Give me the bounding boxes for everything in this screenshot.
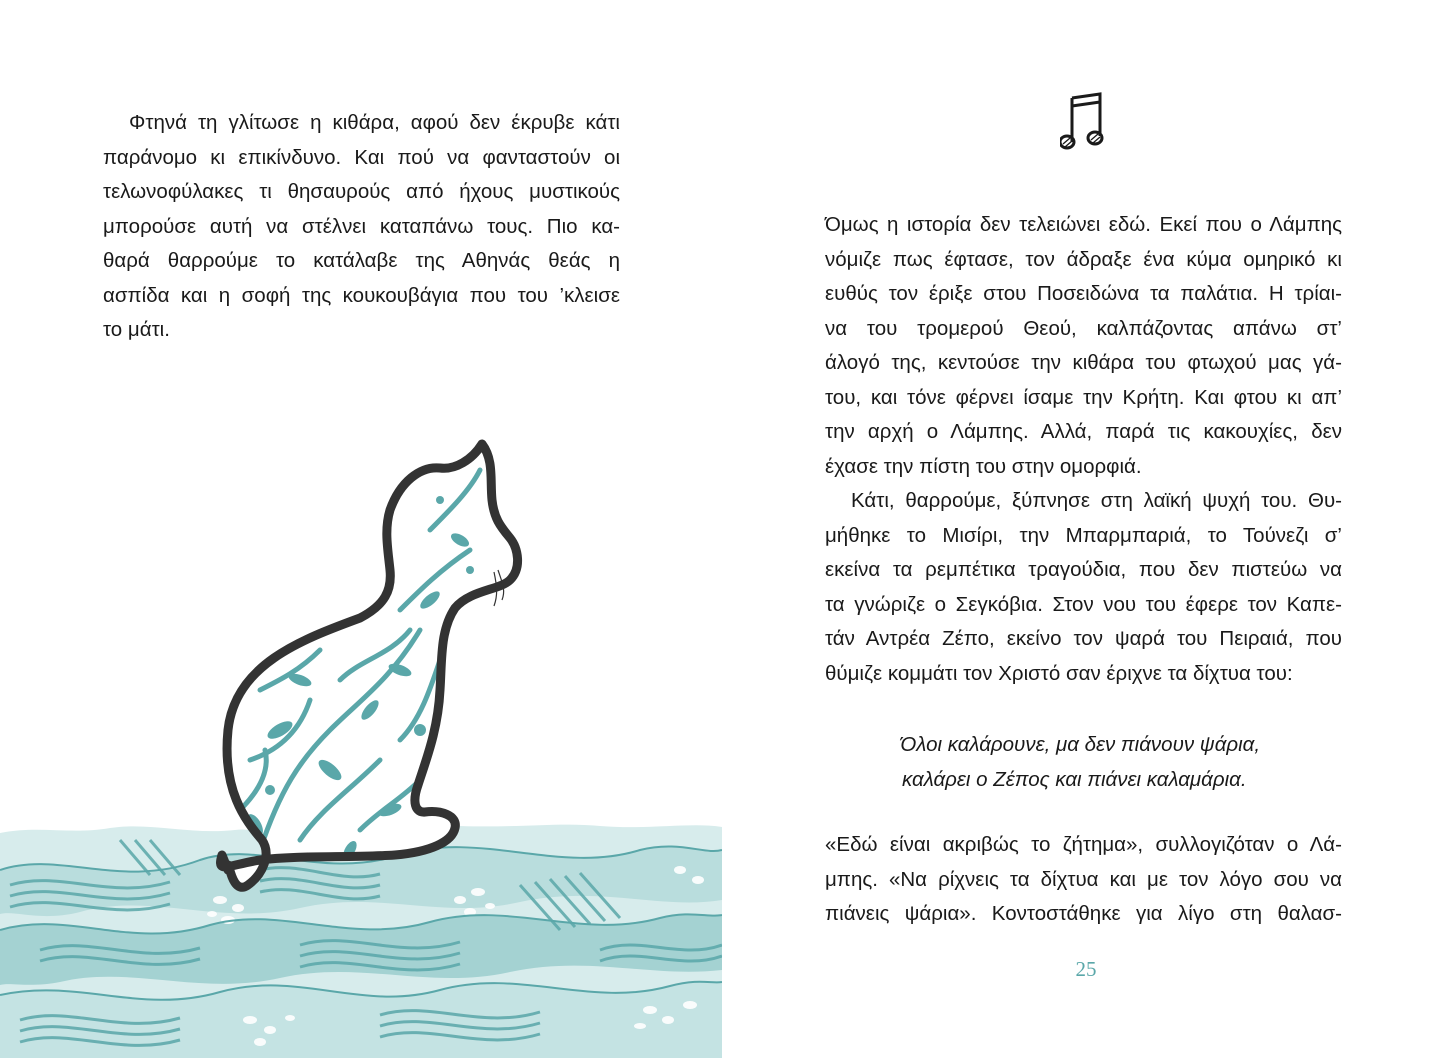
text-line: την αρχή ο Λάμπης. Αλλά, παρά τις κακουχίες, δεν (825, 420, 1342, 443)
text-line: να του τρομερού Θεού, καλπάζοντας απάνω στ’ (825, 316, 1342, 340)
text-line: νόμιζε πως έφτασε, τον άδραξε ένα κύμα ομηρικό κι (825, 247, 1342, 271)
text-line: παράνομο κι επικίνδυνο. Και πού να φανταστούν οι (103, 145, 620, 169)
cat-on-waves-illustration (0, 430, 722, 1058)
text-line: Κάτι, θαρρούμε, ξύπνησε στη λαϊκή ψυχή του. Θυ- (851, 489, 1342, 512)
text-line: άλογό της, κεντούσε την κιθάρα του φτωχού μας γά- (825, 351, 1342, 374)
text-line: έχασε την πίστη του στην ομορφιά. (825, 454, 1142, 478)
text-line: ευθύς τον έριξε στου Ποσειδώνα τα παλάτια. Η τρίαι- (825, 282, 1342, 305)
text-line: Φτηνά τη γλίτωσε η κιθάρα, αφού δεν έκρυβε κάτι (129, 111, 620, 134)
text-line: μπορούσε αυτή να στέλνει καταπάνω τους. Πιο κα- (103, 214, 620, 238)
text-line: Όμως η ιστορία δεν τελειώνει εδώ. Εκεί που ο Λάμπης (825, 213, 1342, 236)
text-line: ασπίδα και η σοφή της κουκουβάγια που του ’κλεισε (103, 283, 620, 307)
music-note-icon (1060, 92, 1108, 152)
page-number: 25 (1075, 957, 1097, 981)
right-paragraph-1 (825, 208, 1342, 691)
text-line: εκείνα τα ρεμπέτικα τραγούδια, που δεν πιστεύω να (825, 558, 1342, 581)
verse-line: καλάρει ο Ζέπος και πιάνει καλαμάρια. (902, 768, 1247, 791)
text-line: «Εδώ είναι ακριβώς το ζήτημα», συλλογιζόταν ο Λά- (825, 833, 1342, 856)
text-line: θαρά θαρρούμε το κατάλαβε της Αθηνάς θεάς η (103, 249, 620, 272)
text-line: θύμιζε κομμάτι τον Χριστό σαν έριχνε τα δίχτυα του: (825, 661, 1293, 685)
text-line: του, και τόνε φέρνει ίσαμε την Κρήτη. Και φτου κι απ’ (825, 385, 1342, 409)
left-paragraph (103, 106, 620, 348)
text-line: πιάνεις ψάρια». Κοντοστάθηκε για λίγο στη θαλασ- (825, 902, 1342, 925)
verse-quote (900, 727, 1340, 797)
text-line: το μάτι. (103, 318, 170, 341)
text-line: τελωνοφύλακες τι θησαυρούς από ήχους μυστικούς (103, 180, 620, 203)
text-line: μπης. «Να ρίχνεις τα δίχτυα και με τον λόγο σου να (825, 867, 1342, 891)
text-line: τα γνώριζε ο Σεγκόβια. Στον νου του έφερε τον Καπε- (825, 592, 1342, 616)
text-line: μήθηκε το Μισίρι, την Μπαρμπαριά, το Τούνεζι σ’ (825, 523, 1342, 547)
right-paragraph-3 (825, 828, 1342, 932)
text-line: τάν Αντρέα Ζέπο, εκείνο τον ψαρά του Πειραιά, που (825, 627, 1342, 650)
verse-line: Όλοι καλάρουνε, μα δεν πιάνουν ψάρια, (900, 733, 1261, 756)
